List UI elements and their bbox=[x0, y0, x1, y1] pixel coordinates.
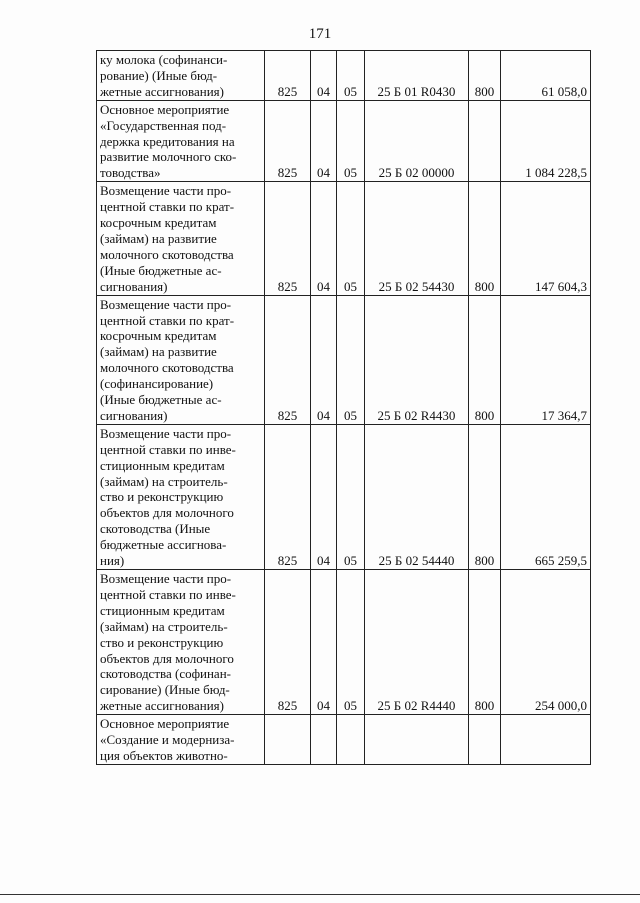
expense-name-line: товодства» bbox=[100, 165, 161, 181]
expense-name-line: Основное мероприятие bbox=[100, 716, 230, 732]
subsection-code-cell: 05 bbox=[337, 182, 365, 295]
ministry-code-cell bbox=[265, 715, 311, 765]
page-number: 171 bbox=[308, 26, 332, 42]
expense-name-line: развитие молочного ско- bbox=[100, 149, 237, 165]
ministry-code-cell: 825 bbox=[265, 51, 311, 101]
expense-name-line: держка кредитования на bbox=[100, 133, 235, 149]
amount-cell bbox=[501, 715, 591, 765]
expense-name-line: ство и реконструкцию bbox=[100, 634, 224, 650]
expense-name-line: сигнования) bbox=[100, 278, 168, 294]
section-code-cell bbox=[311, 715, 337, 765]
expense-name-line: объектов для молочного bbox=[100, 650, 234, 666]
target-article-cell: 25 Б 01 R0430 bbox=[365, 51, 469, 101]
target-article-cell: 25 Б 02 R4430 bbox=[365, 295, 469, 424]
expense-name-line: жетные ассигнования) bbox=[100, 698, 224, 714]
expense-name-line: ку молока (софинанси- bbox=[100, 52, 228, 67]
target-article-cell: 25 Б 02 R4440 bbox=[365, 570, 469, 715]
budget-table bbox=[96, 50, 591, 765]
expense-name-line: (софинансирование) bbox=[100, 376, 214, 392]
expense-type-cell bbox=[469, 100, 501, 182]
expense-name-cell bbox=[97, 424, 265, 569]
ministry-code-cell: 825 bbox=[265, 100, 311, 182]
table-row bbox=[97, 100, 591, 182]
expense-name-line: молочного скотоводства bbox=[100, 360, 234, 376]
expense-name-line: центной ставки по инве- bbox=[100, 586, 236, 602]
expense-name-line: ция объектов животно- bbox=[100, 747, 228, 763]
section-code-cell: 04 bbox=[311, 100, 337, 182]
expense-name-line: жетные ассигнования) bbox=[100, 83, 224, 99]
target-article-cell: 25 Б 02 00000 bbox=[365, 100, 469, 182]
target-article-cell: 25 Б 02 54430 bbox=[365, 182, 469, 295]
expense-name-line: стиционным кредитам bbox=[100, 602, 225, 618]
section-code-cell: 04 bbox=[311, 295, 337, 424]
expense-name-line: центной ставки по крат- bbox=[100, 312, 235, 328]
subsection-code-cell: 05 bbox=[337, 51, 365, 101]
expense-name-line: сирование) (Иные бюд- bbox=[100, 682, 230, 698]
expense-name-line: Основное мероприятие bbox=[100, 101, 230, 117]
expense-name-line: скотоводства (софинан- bbox=[100, 666, 231, 682]
amount-cell: 1 084 228,5 bbox=[501, 100, 591, 182]
target-article-cell bbox=[365, 715, 469, 765]
section-code-cell: 04 bbox=[311, 570, 337, 715]
ministry-code-cell: 825 bbox=[265, 424, 311, 569]
expense-type-cell: 800 bbox=[469, 424, 501, 569]
amount-cell: 665 259,5 bbox=[501, 424, 591, 569]
expense-name-cell bbox=[97, 51, 265, 101]
expense-name-line: рование) (Иные бюд- bbox=[100, 67, 218, 83]
table-row bbox=[97, 424, 591, 569]
expense-name-cell bbox=[97, 100, 265, 182]
table-row bbox=[97, 182, 591, 295]
expense-name-line: ство и реконструкцию bbox=[100, 489, 224, 505]
expense-name-line: (Иные бюджетные ас- bbox=[100, 392, 222, 408]
table-row bbox=[97, 295, 591, 424]
expense-name-line: скотоводства (Иные bbox=[100, 521, 211, 537]
expense-type-cell: 800 bbox=[469, 182, 501, 295]
expense-name-line: центной ставки по инве- bbox=[100, 441, 236, 457]
page-bottom-divider bbox=[0, 894, 640, 895]
subsection-code-cell: 05 bbox=[337, 570, 365, 715]
expense-name-line: Возмещение части про- bbox=[100, 296, 232, 312]
expense-name-line: бюджетные ассигнова- bbox=[100, 537, 227, 553]
expense-name-line: Возмещение части про- bbox=[100, 571, 232, 586]
expense-name-line: косрочным кредитам bbox=[100, 215, 217, 231]
expense-name-line: (займам) на строитель- bbox=[100, 618, 228, 634]
expense-type-cell: 800 bbox=[469, 295, 501, 424]
amount-cell: 17 364,7 bbox=[501, 295, 591, 424]
expense-name-line: объектов для молочного bbox=[100, 505, 234, 521]
expense-name-line: (займам) на развитие bbox=[100, 344, 217, 360]
expense-type-cell bbox=[469, 715, 501, 765]
amount-cell: 254 000,0 bbox=[501, 570, 591, 715]
table-row bbox=[97, 715, 591, 765]
expense-name-line: стиционным кредитам bbox=[100, 457, 225, 473]
subsection-code-cell: 05 bbox=[337, 424, 365, 569]
expense-type-cell: 800 bbox=[469, 51, 501, 101]
expense-name-line: «Государственная под- bbox=[100, 117, 227, 133]
section-code-cell: 04 bbox=[311, 424, 337, 569]
subsection-code-cell: 05 bbox=[337, 100, 365, 182]
expense-name-line: Возмещение части про- bbox=[100, 425, 232, 441]
expense-name-line: косрочным кредитам bbox=[100, 328, 217, 344]
expense-type-cell: 800 bbox=[469, 570, 501, 715]
expense-name-line: «Создание и модерниза- bbox=[100, 732, 235, 748]
expense-name-line: (займам) на развитие bbox=[100, 230, 217, 246]
expense-name-line: ния) bbox=[100, 553, 125, 569]
expense-name-cell bbox=[97, 295, 265, 424]
subsection-code-cell: 05 bbox=[337, 295, 365, 424]
target-article-cell: 25 Б 02 54440 bbox=[365, 424, 469, 569]
amount-cell: 61 058,0 bbox=[501, 51, 591, 101]
section-code-cell: 04 bbox=[311, 51, 337, 101]
expense-name-line: молочного скотоводства bbox=[100, 246, 234, 262]
amount-cell: 147 604,3 bbox=[501, 182, 591, 295]
ministry-code-cell: 825 bbox=[265, 182, 311, 295]
expense-name-line: (займам) на строитель- bbox=[100, 473, 228, 489]
subsection-code-cell bbox=[337, 715, 365, 765]
expense-name-cell bbox=[97, 182, 265, 295]
section-code-cell: 04 bbox=[311, 182, 337, 295]
expense-name-line: сигнования) bbox=[100, 407, 168, 423]
ministry-code-cell: 825 bbox=[265, 570, 311, 715]
ministry-code-cell: 825 bbox=[265, 295, 311, 424]
expense-name-line: центной ставки по крат- bbox=[100, 199, 235, 215]
expense-name-cell bbox=[97, 715, 265, 765]
expense-name-line: (Иные бюджетные ас- bbox=[100, 262, 222, 278]
table-body bbox=[97, 51, 591, 765]
table-row bbox=[97, 51, 591, 101]
table-row bbox=[97, 570, 591, 715]
expense-name-cell bbox=[97, 570, 265, 715]
expense-name-line: Возмещение части про- bbox=[100, 183, 232, 199]
